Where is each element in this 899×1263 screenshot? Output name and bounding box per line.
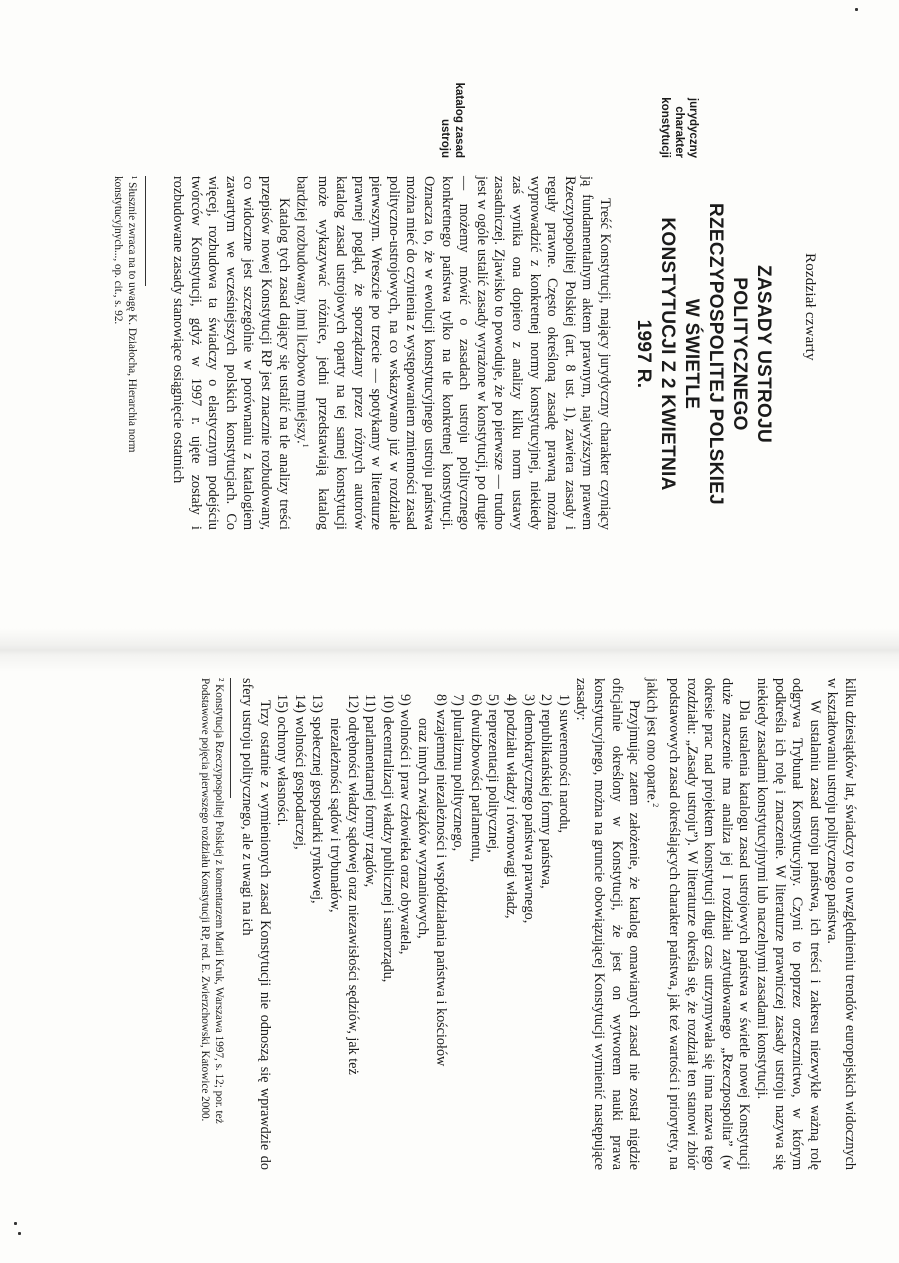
paragraph: Przyjmując zatem założenie, że katalog omawianych zasad nie został nigdzie oficjalnie określony w Konstytucji, że jest on wytworem nauki prawa konstytucyjnego, można na gruncie obowiązującej Konstytucji wymienić następujące zasady: [573,678,643,1170]
paragraph: kilku dziesiątków lat, świadczy to o uwzględnieniu trendów europejskich widocznych w kształtowaniu ustroju politycznego państwa. [824,678,858,1170]
chapter-title-line: RZECZYPOSPOLITEJ POLSKIEJ W ŚWIETLE [681,202,726,506]
footnote-divider [230,678,231,798]
list-item: 1) suwerenności narodu, [555,694,572,834]
chapter-title-line: ZASADY USTROJU POLITYCZNEGO [729,264,774,444]
list-item: 12) odrębności władzy sądowej oraz niezawisłości sędziów, jak też [344,694,361,1075]
paragraph: Trzy ostatnie z wymienionych zasad Konstytucji nie odnoszą się wprawdzie do sfery ustroju politycznego, ale z uwagi na ich [239,678,273,1170]
list-item: 3) demokratycznego państwa prawnego, [520,694,537,924]
list-item: 14) wolności gospodarczej, [291,694,308,850]
chapter-label: Rozdział czwarty [802,253,818,361]
margin-note-katalog: katalog zasad ustroju [439,82,465,158]
scan-speck [18,1232,21,1235]
list-item: 7) pluralizmu politycznego, [450,694,467,852]
list-item: 4) podziału władzy i równowagi władz, [502,694,519,919]
paragraph: Katalog tych zasad dający się ustalić na tle analizy treści przepisów nowej Konstytucji RP jest znacznie rozbudowany, co widoczne jest szczególnie w porównaniu z katalogiem zawartym we wcześniejszych polskich konstytucjach. Co więcej, rozbudowa ta świadczy o elastycznym podejściu twórców Konstytucji, gdyż w 1997 r. ujęte zostały i rozbudowane zasady stanowiące osiągnięcie ostatnich [170,176,292,530]
paragraph: W ustalaniu zasad ustroju państwa, ich treści i zakresu niezwykle ważną rolę odgrywa Trybunał Konstytucyjny. Czyni to poprzez orzecznictwo, w którym podkreśla ich rolę i znaczenie. W literaturze prawniczej zasady ustroju nazywa się niekiedy zasadami konstytucyjnymi lub naczelnymi zasadami konstytucji. [754,678,823,1170]
list-item: 6) dwuizbowości parlamentu, [467,694,484,863]
paragraph: Dla ustalenia katalogu zasad ustrojowych państwa w świetle nowej Konstytucji duże znaczenie ma analiza jej I rozdziału zatytułowanego „Rzeczpospolita” (w okresie prac nad projektem konstytucji długi czas utrzymywała się inna nazwa tego rozdziału: „Zasady ustroju”). W literaturze określa się, że rozdział ten stanowi zbiór podstawowych zasad określających charakter państwa, jak też wartości i priorytety, na jakich jest ono oparte.$^2$ [643,678,753,1170]
list-item: 8) wzajemnej niezależności i współdziałania państwa i kościołów [432,694,449,1067]
chapter-title-line: KONSTYTUCJI Z 2 KWIETNIA 1997 R. [633,217,678,491]
list-item: 10) decentralizacji władzy publicznej i samorządu, [379,694,396,983]
list-item: 11) parlamentarnej formy rządów, [362,694,379,888]
book-page-right [0,640,882,1200]
footnote-divider [145,176,146,286]
scan-speck [14,1222,17,1225]
list-item: 15) ochrony własności. [274,694,291,826]
list-item: niezależności sądów i trybunałów, [327,718,344,913]
list-item: 5) reprezentacji politycznej, [485,694,502,853]
list-item: oraz innych związków wyznaniowych, [415,718,432,939]
footnote: ² Konstytucja Rzeczypospolitej Polskiej z komentarzem Marii Kruk, Warszawa 1997, s. 12; por. też Podstawowe pojęcia pierwszego rozdziału Konstytucji RP, red. E. Zwierzchowski, Katowice 2000. [199,678,226,1124]
margin-note-jurydyczny: jurydyczny charakter konstytucji [659,97,699,158]
principles-list [273,678,572,1170]
list-item: 9) wolności i praw człowieka oraz obywatela, [397,694,414,955]
list-item: 2) republikańskiej formy państwa, [538,694,555,889]
list-item: 13) społecznej gospodarki rynkowej, [309,694,326,904]
book-page-left [0,0,882,560]
body-text [168,176,613,530]
chapter-title [631,198,775,510]
paragraph: Treść Konstytucji, mający jurydyczny charakter czyniący ją fundamentalnym aktem prawnym, najwyższym prawem Rzeczypospolitej Polskiej (art. 8 ust. 1), zawiera zasady i reguły prawne. Często określoną zasadę prawną można wyprowadzić z konkretnej normy konstytucyjnej, niekiedy zaś wynika ona dopiero z analizy kilku norm ustawy zasadniczej. Zjawisko to powoduje, że po pierwsze — trudno jest w ogóle ustalić zasady wyrażone w konstytucji, po drugie — możemy mówić o zasadach ustroju politycznego konkretnego państwa tylko na tle konkretnej konstytucji. Oznacza to, że w ewolucji konstytucyjnego ustroju państwa można mieć do czynienia z występowaniem zmienności zasad polityczno-ustrojowych, na co wskazywano już w rozdziale pierwszym. Wreszcie po trzecie — spotykamy w literaturze prawnej pogląd, że sporządzany przez różnych autorów katalog zasad ustrojowych oparty na tej samej konstytucji może wykazywać różnice, jedni przedstawiają katalog bardziej rozbudowany, inni liczbowo mniejszy.$^1$ [293,176,613,530]
footnote: ¹ Słusznie zwraca na to uwagę K. Działocha, Hierarchia norm konstytucyjnych..., op. cit., s. 92. [112,176,139,453]
